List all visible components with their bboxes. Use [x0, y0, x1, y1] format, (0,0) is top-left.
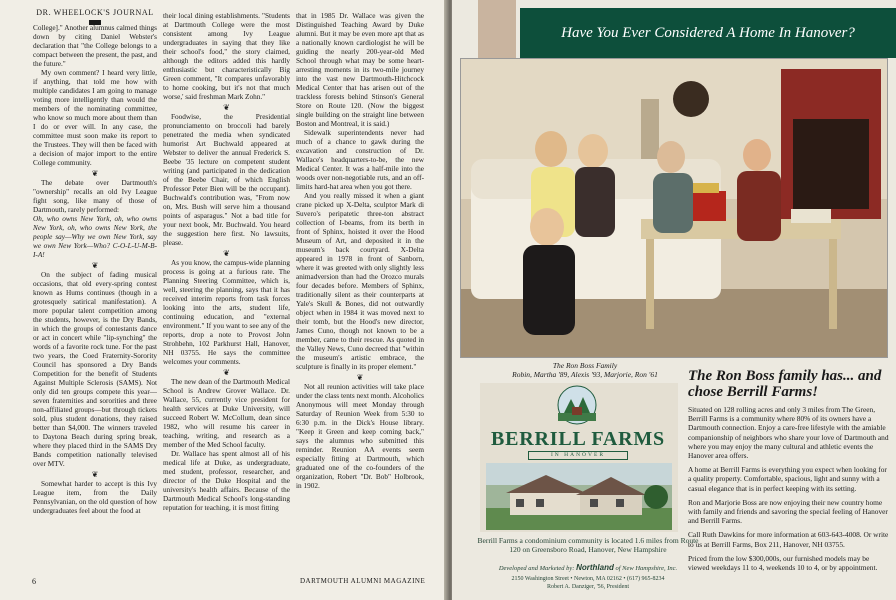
paragraph: Sidewalk superintendents never had much of a chance to gawk during the excavation and construction of Dr. Wallace's headquarters-to-be, the new Medical Center. It was a half-mile into the woods over non-negotiable ruts, and an off-limits hard-hat area when you got there.	[296, 129, 424, 191]
ad-paragraph: Priced from the low $300,000s, our furnished models may be viewed weekdays 11 to 4, weekends 10 to 4, or by appointment.	[688, 553, 878, 573]
paragraph: As you know, the campus-wide planning process is going at a furious rate. The Planning Steering Committee, which is, well, steering the planning, says that it has received interim reports from task forces looking into the arts, student life, continuing education, and "external environment." If you want to see any of the reports, drop a note to Provost John Strohbehn, 102 Parkhurst Hall, Hanover, NH 03755. He says the committee welcomes your comments.	[163, 259, 290, 366]
section-ornament-icon: ❦	[223, 368, 230, 377]
developed-by-label: Developed and Marketed by:	[498, 565, 575, 572]
magazine-footer: DARTMOUTH ALUMNI MAGAZINE	[300, 577, 426, 585]
address-line: 2150 Washington Street • Newton, MA 02162 • (617) 965-8234	[511, 576, 665, 582]
ad-paragraph: Call Ruth Dawkins for more information at 603-643-4008. Or write to us at Berrill Farms, Box 211, Hanover, NH 03755.	[688, 530, 889, 549]
developer-line	[472, 563, 704, 572]
paragraph: Not all reunion activities will take place under the class tents next month. Alcoholics Anonymous will meet Monday through Saturday of Reunion Week from 5:30 to 6:30 p.m. in the Dick's House library. "Keep it Green and keep coming back," says the alumnus who submitted this reminder. Reunion AA events seem especially fitting at Dartmouth, which graduated one of the co-founders of the organization, Robert "Dr. Bob" Holbrook, in 1902.	[296, 383, 424, 490]
column-3	[296, 12, 424, 570]
section-ornament-icon: ❦	[91, 470, 99, 479]
paragraph: My own comment? I heard very little, if anything, that told me how with multiple candidates I am going to manage voting more intelligently than would the members of the nominating committee, who know so much more about them than I do or ever will. In any case, the committee must soon make its report to the Trustees. They will then be faced with a decision of major import to the entire College community.	[33, 69, 157, 167]
paragraph: On the subject of fading musical occasions, that old every-spring contest known as Hums continues (though in a grotesquely satirical manifestation). A more popular talent competition among the students, however, is the Dry Bands, in which the groups of contestants dance or act in concert while "lip-synching" the words of a favorite rock tune. For the past two years, the Coed Fraternity-Sorority Council has sponsored a Dry Bands Competition for the benefit of Students Against Multiple Sclerosis (SAMS). Not only did ten groups compete this year—seven fraternities and sororities and three non-affiliated groups—but through tickets sold, plus student donations, they raised better than $4,000. The winners traveled to Daytona Beach during spring break, where they placed third in the SAMS Dry Bands competition nationally televised over MTV.	[33, 271, 157, 468]
paragraph: Foodwise, the Presidential pronunciamento on broccoli had barely penetrated the media when syndicated humorist Art Buchwald appeared at Webster to deliver the annual Frederick S. Beebe '35 lecture on competent student writing (and participated in the dedication of the Beebe Chair, of which English Professor Peter Bien will be the occupant). Buchwald's contribution was, "From now on, Mrs. Bush will serve him a thousand points of asparagus." Not a bad title for your next book, Mr. Buchwald. You heard the suggestion here first. No lawsuits, please.	[163, 113, 290, 247]
barn-logo-icon	[552, 385, 602, 425]
paragraph: their local dining establishments. "Students at Dartmouth College were the most consistent among Ivy League undergraduates in saying that they like their school's food," the story claimed, although the editors added this hardly enthusiastic but characteristically Big Green comment, "It compares unfavorably to home cooking, but it's not that much worse,' said freshman Mark Zohn."	[163, 12, 290, 101]
paragraph: Dr. Wallace has spent almost all of his medical life at Duke, as undergraduate, med student, professor, researcher, and director of the Duke Hospital and the university's health affairs. Because of the Dartmouth Medical School's long-standing reputation for teaching, it is most fitting	[163, 450, 290, 512]
song-lyric: Oh, who owns New York, oh, who owns New York, oh, who owns New York, the people say—Why we own New York, say we own New York—Who? C-O-L-U-M-B-I-A!	[33, 215, 157, 259]
paragraph: that in 1985 Dr. Wallace was given the Distinguished Teaching Award by Duke alumni. But it may be even more apt that as a nationally known cardiologist he will be guiding the nearly 200-year-old Med School through what may be some heart-arresting moments in its two-mile journey into the vast new Dartmouth-Hitchcock Medical Center that has arisen out of the trackless forests behind Stinson's General Store on Route 120. (Now the biggest single building on the straight line between Boston and Montreal, it is said.)	[296, 12, 424, 128]
president-line: Robert A. Danziger, '56, President	[547, 584, 629, 590]
caption-names: Robin, Martha '89, Alexis '93, Marjorie, Ron '61	[512, 370, 658, 379]
section-ornament-icon: ❦	[356, 373, 364, 382]
family-photo	[460, 58, 888, 358]
section-ornament-icon: ❦	[91, 169, 99, 178]
condo-photo	[486, 463, 672, 530]
caption-title: The Ron Boss Family	[552, 361, 618, 370]
logo-wordmark: BERRILL FARMS	[491, 428, 665, 450]
paragraph: And you really missed it when a giant crane picked up X-Delta, sculptor Mark di Suvero's peripatetic three-ton abstract collection of I-beams, from its berth in front of Sphinx, hoisted it over the Hood Museum of Art, and deposited it in the museum's back courtyard. X-Delta appeared in 1978 in front of Sanborn, where it was greeted with only slightly less animadversion than had the Orozco murals four decades before. Members of Sphinx, traditionally silent as their counterparts at Yale's Skull & Bones, did not outwardly object when in 1984 it was moved next to their tomb, but the Hood's new director, James Cuno, though not known to be a member, came to their rescue. As quoted in the Valley News, Cuno decreed that "within the museum's artistic embrace, the sculpture is finally in its proper element."	[296, 192, 424, 371]
developer-address	[472, 575, 704, 591]
paragraph: College]." Another alumnus calmed things down by citing Daniel Webster's declaration that "the College belongs to a compact between the present, the past, and the future."	[33, 24, 157, 68]
column-2	[163, 12, 290, 570]
ad-headline: The Ron Boss family has... and chose Berrill Farms!	[688, 368, 882, 400]
paragraph: The debate over Dartmouth's "ownership" recalls an old Ivy League fight song, like many of those of Dartmouth, rarely performed:	[33, 179, 157, 214]
ad-body-column	[688, 368, 890, 577]
ad-paragraph: Situated on 128 rolling acres and only 3 miles from The Green, Berrill Farms is a community where 80% of its owners have a Dartmouth connection. Enjoy a care-free lifestyle with the amiable companionship of neighbors who share your love of Dartmouth and where you may enjoy the many cultural and athletic events the Hanover area offers.	[688, 405, 889, 461]
decorative-strip	[478, 0, 516, 58]
ad-paragraph: A home at Berrill Farms is everything you expect when looking for a quality property. Comfortable, spacious, light and sunny with a casual elegance that is in perfect keeping with its setting.	[688, 465, 887, 493]
logo-panel	[480, 383, 678, 532]
ad-paragraph: Ron and Marjorie Boss are now enjoying their new country home with family and friends and savoring the special feeling of Hanover and Berrill Farms.	[688, 497, 888, 526]
paragraph: The new dean of the Dartmouth Medical School is Andrew Grover Wallace. Dr. Wallace, 55, currently vice president for health services at Duke University, will succeed Robert W. McCollum, dean since 1982, who will resume his career in teaching, writing, and research as a member of the Med School faculty.	[163, 378, 290, 449]
paragraph: Somewhat harder to accept is this Ivy League item, from the Daily Pennsylvanian, on the old question of how undergraduates feel about the food at	[33, 480, 157, 515]
running-head-text: DR. WHEELOCK'S JOURNAL	[36, 8, 154, 17]
developer-name: Northland	[576, 563, 614, 572]
section-ornament-icon: ❦	[223, 249, 230, 258]
developer-suffix: of New Hampshire, Inc.	[615, 565, 678, 572]
page-number: 6	[32, 577, 36, 586]
section-ornament-icon: ❦	[91, 261, 99, 270]
ad-banner: Have You Ever Considered A Home In Hanover?	[520, 8, 896, 58]
right-page-ad	[452, 0, 896, 600]
running-head	[36, 8, 154, 25]
column-1	[33, 24, 157, 570]
photo-caption	[480, 361, 690, 379]
family-photo-illustration	[461, 59, 888, 358]
logo-subtitle: IN HANOVER	[528, 451, 628, 460]
ad-location-copy: Berrill Farms a condominium community is located 1.6 miles from Route 120 on Greensboro Road, Hanover, New Hampshire	[477, 536, 699, 554]
section-ornament-icon: ❦	[223, 103, 230, 112]
